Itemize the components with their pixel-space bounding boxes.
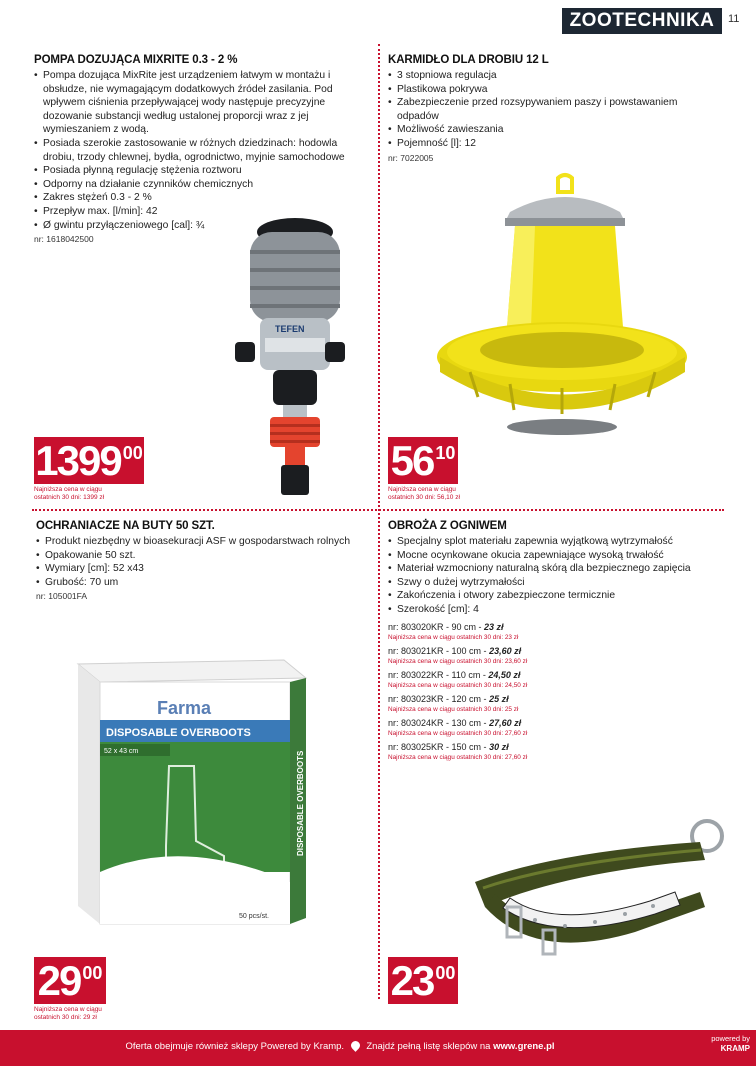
product-title: POMPA DOZUJĄCA MIXRITE 0.3 - 2 % [34,54,238,66]
variant-lowest-note: Najniższa cena w ciągu ostatnich 30 dni: 27,60 zł [388,729,528,737]
lowest-price-line: ostatnich 30 dni: 56,10 zł [388,494,460,501]
variant-code: nr: 803020KR - 90 cm - [388,621,485,632]
lowest-price-line: ostatnich 30 dni: 1399 zł [34,494,105,501]
variant-row [388,646,718,656]
price-decimal: 10 [435,443,456,463]
footer-bar [0,1030,756,1066]
lowest-price-line: ostatnich 30 dni: 29 zł [34,1014,97,1021]
pump-brand-label: TEFEN [275,324,305,334]
feature-item: • Pojemność [l]: 12 [388,137,718,151]
column-divider [378,44,380,999]
product-title: OBROŻA Z OGNIWEM [388,520,507,532]
footer-text [0,1041,680,1052]
variant-lowest-note: Najniższa cena w ciągu ostatnich 30 dni: 27,60 zł [388,753,528,761]
section-title: ZOOTECHNIKA [562,8,722,34]
variant-lowest-note: Najniższa cena w ciągu ostatnich 30 dni: 25 zł [388,705,519,713]
location-pin-icon [349,1039,362,1052]
feature-item: • Posiada szerokie zastosowanie w różnych dziedzinach: hodowla drobiu, trzody chlewnej, bydła, ogrodnictwo, myjnie samochodowe [34,137,369,164]
feature-list [388,535,718,617]
feature-item: • Posiada płynną regulację stężenia roztworu [34,164,369,178]
product-title: OCHRANIACZE NA BUTY 50 SZT. [36,520,215,532]
box-size-label: 52 x 43 cm [104,748,139,755]
powered-by-badge [690,1034,750,1054]
powered-by-label: powered by [711,1034,750,1043]
feature-item: • Mocne ocynkowane okucia zapewniające wysoką trwałość [388,549,718,563]
feature-item: • Szwy o dużej wytrzymałości [388,576,718,590]
variant-lowest-note: Najniższa cena w ciągu ostatnich 30 dni: 23 zł [388,633,519,641]
footer-offer-text: Oferta obejmuje również sklepy Powered by Kramp. [125,1041,345,1052]
feature-list [36,535,371,589]
product-title: KARMIDŁO DLA DROBIU 12 L [388,54,549,66]
variant-row [388,694,718,704]
product-collar [388,520,718,761]
lowest-price-line: Najniższa cena w ciągu [388,486,456,493]
variant-price: 30 zł [489,741,509,752]
product-number: nr: 105001FA [36,591,88,602]
lowest-price-note [34,486,104,502]
variant-code: nr: 803022KR - 110 cm - [388,669,489,680]
variant-code: nr: 803025KR - 150 cm - [388,741,490,752]
collar-image [455,812,730,962]
feature-list [34,69,369,232]
variant-price: 23,60 zł [489,645,522,656]
price-tag-collar [388,957,458,1004]
feature-item: • Specjalny splot materiału zapewnia wyjątkową wytrzymałość [388,535,718,549]
row-divider [32,509,724,511]
variant-row [388,718,718,728]
product-overboots [36,520,371,601]
variant-row [388,622,718,632]
product-feeder [388,54,718,163]
variant-code: nr: 803023KR - 120 cm - [388,693,490,704]
overboots-box-image [74,656,324,928]
product-number: nr: 1618042500 [34,234,94,245]
dosing-pump-image [225,210,355,505]
lowest-price-note [34,1006,102,1022]
feature-item: • Materiał wzmocniony naturalną skórą dla bezpiecznego zapięcia [388,562,718,576]
poultry-feeder-image [430,172,695,442]
box-brand-label: Farma [156,698,212,718]
variant-price: 27,60 zł [489,717,522,728]
feature-item: • Ø gwintu przyłączeniowego [cal]: ¾ [34,219,369,233]
variant-row [388,670,718,680]
variant-lowest-note: Najniższa cena w ciągu ostatnich 30 dni: 23,60 zł [388,657,528,665]
feature-item: • 3 stopniowa regulacja [388,69,718,83]
box-title-label: DISPOSABLE OVERBOOTS [106,727,251,739]
feature-item: • Produkt niezbędny w bioasekuracji ASF w gospodarstwach rolnych [36,535,371,549]
box-side-title: DISPOSABLE OVERBOOTS [296,750,305,856]
footer-stores-text: Znajdź pełną listę sklepów na [366,1041,491,1052]
price-integer: 23 [390,957,434,1004]
lowest-price-line: Najniższa cena w ciągu [34,486,102,493]
box-count-label: 50 pcs/st. [239,913,269,920]
price-tag-overboots [34,957,106,1004]
variant-price: 25 zł [489,693,509,704]
feature-item: • Odporny na działanie czynników chemicznych [34,178,369,192]
page-number: 11 [728,13,740,25]
feature-item: • Opakowanie 50 szt. [36,549,371,563]
feature-item: • Pompa dozująca MixRite jest urządzeniem łatwym w montażu i obsłudze, nie wymagającym dodatkowych źródeł zasilania. Pod wpływem ciśnienia przepływającej wody następuje precyzyjne dozowanie substancji według ustalonej proporcji wraz z jej wymieszaniem z wodą. [34,69,369,137]
price-integer: 29 [37,957,81,1004]
product-number: nr: 7022005 [388,152,434,163]
feature-list [388,69,718,151]
variant-price: 24,50 zł [488,669,521,680]
feature-item: • Zabezpieczenie przed rozsypywaniem paszy i powstawaniem odpadów [388,96,718,123]
price-tag-feeder [388,437,458,484]
feature-item: • Zakończenia i otwory zabezpieczone termicznie [388,589,718,603]
price-decimal: 00 [122,443,143,463]
kramp-logo: KRAMP [720,1044,750,1053]
feature-item: • Grubość: 70 um [36,576,371,590]
price-decimal: 00 [435,963,456,983]
feature-item: • Zakres stężeń 0.3 - 2 % [34,191,369,205]
lowest-price-note [388,486,460,502]
feature-item: • Szerokość [cm]: 4 [388,603,718,617]
variant-row [388,742,718,752]
variant-lowest-note: Najniższa cena w ciągu ostatnich 30 dni: 24,50 zł [388,681,528,689]
price-tag-pump [34,437,144,484]
price-integer: 56 [390,437,434,484]
feature-item: • Wymiary [cm]: 52 x43 [36,562,371,576]
price-integer: 1399 [35,437,121,484]
variant-code: nr: 803024KR - 130 cm - [388,717,490,728]
variant-price: 23 zł [484,621,504,632]
variant-code: nr: 803021KR - 100 cm - [388,645,490,656]
feature-item: • Przepływ max. [l/min]: 42 [34,205,369,219]
variant-list [388,622,718,761]
price-decimal: 00 [82,963,103,983]
feature-item: • Plastikowa pokrywa [388,83,718,97]
lowest-price-line: Najniższa cena w ciągu [34,1006,102,1013]
feature-item: • Możliwość zawieszania [388,123,718,137]
footer-website-link[interactable]: www.grene.pl [493,1041,555,1052]
